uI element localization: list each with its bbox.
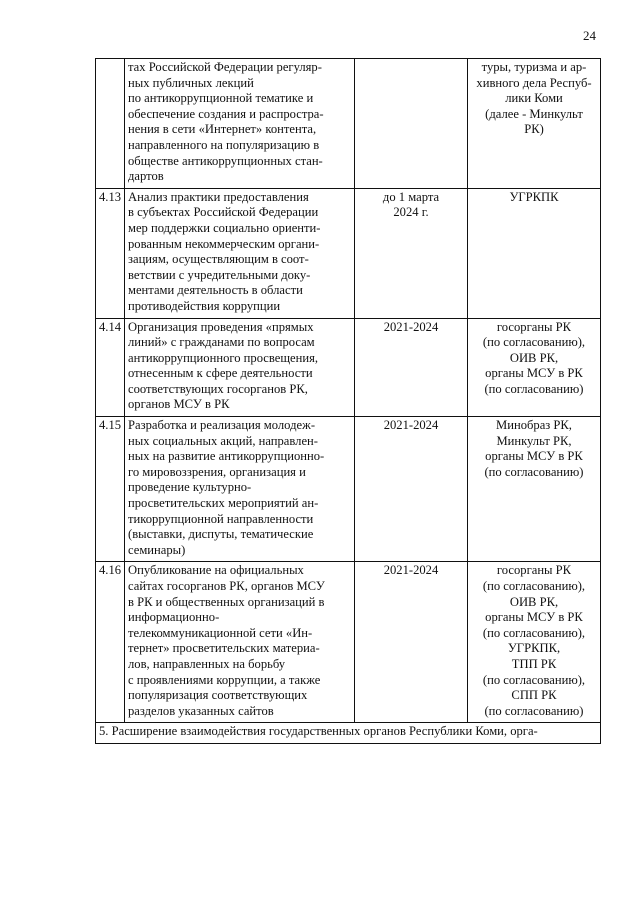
executors-line: Минобраз РК, [496, 418, 572, 433]
executors-line: УГРКПК, [507, 641, 561, 656]
executors-line: Минкульт РК, [496, 433, 572, 448]
executors-line: СПП РК [511, 688, 557, 703]
measure-description-line: лов, направленных на борьбу [128, 656, 286, 671]
measure-description-line: (выставки, диспуты, тематические [128, 527, 314, 542]
executors [468, 417, 601, 562]
executors-line: ТПП РК [511, 656, 557, 671]
measure-description-line: обществе антикоррупционных стан- [128, 153, 323, 168]
measure-description-line: направленного на популяризацию в [128, 137, 320, 152]
measure-description-line: по антикоррупционной тематике и [128, 91, 314, 106]
executors-line: (по согласованию) [484, 381, 584, 396]
measure-description-line: с проявлениями коррупции, а также [128, 672, 321, 687]
deadline-line: 2021-2024 [383, 563, 439, 578]
deadline-line: 2021-2024 [383, 418, 439, 433]
row-number: 4.16 [96, 562, 125, 723]
executors-line: (по согласованию) [484, 464, 584, 479]
executors-line: РК) [524, 122, 544, 137]
measure-description [125, 318, 355, 417]
section-heading: 5. Расширение взаимодействия государственных органов Республики Коми, орга- [96, 723, 601, 744]
executors-line: (по согласованию), [482, 579, 586, 593]
row-number: 4.15 [96, 417, 125, 562]
measure-description [125, 562, 355, 723]
measure-description-line: просветительских мероприятий ан- [128, 496, 319, 511]
row-number: 4.13 [96, 188, 125, 318]
measure-description-line: тах Российской Федерации регуляр- [128, 60, 322, 74]
deadline [355, 417, 468, 562]
table-row [96, 318, 601, 417]
measure-description-line: ных социальных акций, направлен- [128, 433, 318, 448]
executors-line: госорганы РК [496, 319, 572, 334]
measure-description-line: тикоррупционной направленности [128, 511, 314, 526]
measure-description [125, 59, 355, 189]
executors [468, 562, 601, 723]
executors-line: хивного дела Респуб- [476, 75, 592, 90]
measure-description-line: в субъектах Российской Федерации [128, 205, 319, 220]
page-number: 24 [583, 28, 596, 43]
measure-description-line: мер поддержки социально ориенти- [128, 220, 321, 235]
executors-line: (по согласованию), [482, 625, 586, 640]
measure-description-line: дартов [128, 169, 164, 184]
measure-description-line: разделов указанных сайтов [128, 703, 274, 718]
table-row [96, 188, 601, 318]
deadline-line: до 1 марта [382, 189, 440, 204]
measures-table [95, 58, 601, 744]
measure-description-line: обеспечение создания и распростра- [128, 106, 324, 121]
executors-line: госорганы РК [496, 563, 572, 578]
measure-description [125, 417, 355, 562]
measure-description-line: Разработка и реализация молодеж- [128, 418, 316, 433]
measure-description-line: отнесенным к сфере деятельности [128, 366, 313, 381]
executors-line: ОИВ РК, [509, 350, 559, 365]
measure-description-line: в РК и общественных организаций в [128, 594, 325, 609]
measure-description-line: нения в сети «Интернет» контента, [128, 122, 317, 137]
section-row [96, 723, 601, 744]
measure-description-line: проведение культурно- [128, 480, 252, 495]
measure-description [125, 188, 355, 318]
row-number: 4.14 [96, 318, 125, 417]
deadline [355, 562, 468, 723]
deadline [355, 188, 468, 318]
deadline-line: 2021-2024 [383, 319, 439, 334]
deadline-line: 2024 г. [393, 205, 429, 220]
measure-description-line: линий» с гражданами по вопросам [128, 335, 315, 350]
row-number [96, 59, 125, 189]
executors-line: ОИВ РК, [509, 594, 559, 609]
measure-description-line: рованным некоммерческим органи- [128, 236, 320, 251]
measure-description-line: сайтах госорганов РК, органов МСУ [128, 579, 325, 593]
executors-line: УГРКПК [509, 189, 559, 204]
executors-line: лики Коми [505, 91, 563, 106]
executors [468, 188, 601, 318]
table-row [96, 562, 601, 723]
measure-description-line: ных публичных лекций [128, 75, 254, 90]
measure-description-line: противодействия коррупции [128, 298, 281, 313]
executors-line: (далее - Минкульт [485, 106, 583, 121]
measure-description-line: зациям, осуществляющим в соот- [128, 252, 309, 267]
measure-description-line: ных на развитие антикоррупционно- [128, 449, 325, 464]
table-row [96, 59, 601, 189]
measure-description-line: информационно- [128, 610, 220, 625]
measure-description-line: телекоммуникационной сети «Ин- [128, 625, 313, 640]
executors-line: органы МСУ в РК [485, 366, 583, 381]
measure-description-line: антикоррупционного просвещения, [128, 350, 319, 365]
measure-description-line: органов МСУ в РК [128, 397, 230, 412]
executors [468, 59, 601, 189]
executors-line: (по согласованию), [482, 335, 586, 350]
measure-description-line: ветствии с учредительными доку- [128, 267, 311, 282]
measure-description-line: популяризация соответствующих [128, 688, 308, 703]
executors [468, 318, 601, 417]
measures-table-body [96, 59, 601, 744]
measure-description-line: Организация проведения «прямых [128, 319, 314, 334]
measure-description-line: тернет» просветительских материа- [128, 641, 320, 656]
executors-line: туры, туризма и ар- [481, 60, 587, 74]
deadline [355, 59, 468, 189]
measure-description-line: го мировоззрения, организация и [128, 464, 306, 479]
executors-line: органы МСУ в РК [485, 449, 583, 464]
table-row [96, 417, 601, 562]
deadline [355, 318, 468, 417]
executors-line: (по согласованию) [484, 703, 584, 718]
measure-description-line: соответствующих госорганов РК, [128, 381, 308, 396]
measure-description-line: Опубликование на официальных [128, 563, 304, 578]
executors-line: органы МСУ в РК [485, 610, 583, 625]
measure-description-line: ментами деятельность в области [128, 283, 303, 298]
measure-description-line: семинары) [128, 542, 186, 557]
executors-line: (по согласованию), [482, 672, 586, 687]
measure-description-line: Анализ практики предоставления [128, 189, 309, 204]
